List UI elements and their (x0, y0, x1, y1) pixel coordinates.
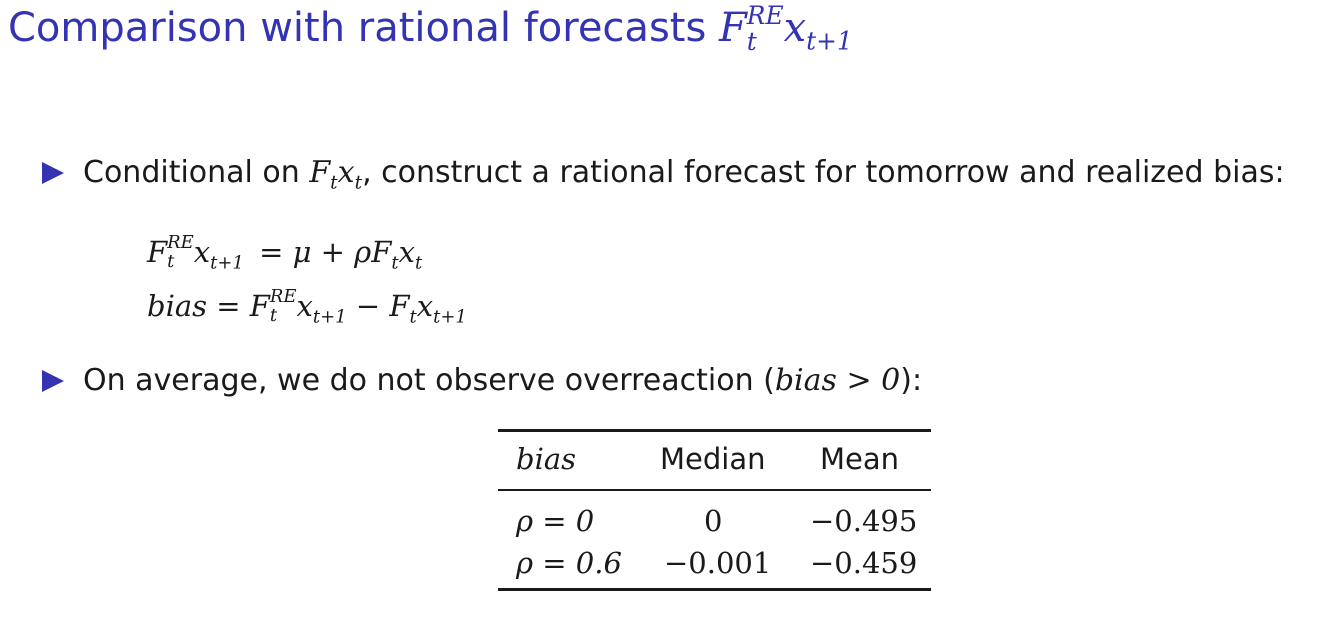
eq1-x: x (193, 235, 211, 269)
equation-rational-forecast (147, 232, 422, 283)
bullet-1-suffix: , construct a rational forecast for tomorrow and realized bias: (362, 155, 1285, 190)
eq1-F: F (147, 235, 168, 269)
eq2-eq: = (216, 289, 241, 323)
title-math-sup: RE (746, 0, 784, 30)
table-header-bias: bias (516, 442, 577, 476)
eq2-x: x (296, 289, 313, 323)
eq1-rhs-sub2: t (414, 252, 423, 274)
table-row-2-label: ρ = 0.6 (516, 546, 622, 580)
title-math (719, 0, 853, 56)
bullet-2-suffix: ): (900, 363, 923, 398)
slide-title (8, 2, 853, 68)
bullet-item-1 (83, 153, 1285, 204)
table-row-2-median: −0.001 (664, 546, 772, 580)
eq1-rhs: = μ + ρF (259, 235, 392, 269)
table-header-mean: Mean (820, 442, 900, 476)
title-math-supsub (746, 0, 784, 56)
eq2-sup: RE (269, 286, 297, 308)
eq1-rhs-sub1: t (391, 252, 399, 274)
title-math-x: x (783, 5, 807, 51)
bullet-1-math-x: x (337, 155, 355, 190)
title-math-F: F (719, 5, 747, 51)
eq1-rhs-x: x (398, 235, 415, 269)
table-row-2-mean: −0.459 (810, 546, 918, 580)
bullet-1-math-F: F (309, 155, 331, 190)
eq1-xsub: t+1 (210, 252, 244, 274)
table-row-1-median: 0 (704, 504, 723, 538)
title-math-sub: t (746, 26, 757, 56)
bullet-2-math: bias > 0 (774, 363, 901, 398)
slide-title-text: Comparison with rational forecasts (8, 5, 707, 51)
eq2-F2: F (389, 289, 410, 323)
bullet-triangle-icon (42, 162, 64, 184)
bullet-1-math (309, 155, 363, 194)
bullet-1-math-t2: t (354, 172, 363, 194)
eq2-minus: − (355, 289, 381, 323)
table-rule-mid (498, 489, 931, 491)
eq2-lhs: bias (147, 289, 208, 323)
eq1-supsub (167, 234, 194, 271)
table-row-1-mean: −0.495 (810, 504, 918, 538)
eq2-supsub (270, 288, 297, 325)
eq1-sup: RE (167, 232, 194, 254)
bullet-item-2 (83, 361, 922, 401)
title-math-xsub: t+1 (806, 26, 853, 56)
table-row-1-label: ρ = 0 (516, 504, 595, 538)
bullet-triangle-icon (42, 370, 64, 392)
table-header-median: Median (660, 442, 766, 476)
bullet-1-prefix: Conditional on (83, 155, 300, 190)
eq1-sub: t (167, 251, 175, 272)
eq2-F2sub: t (409, 306, 417, 328)
table-rule-top (498, 429, 931, 432)
bullet-1-math-t: t (330, 172, 338, 194)
eq2-x2: x (416, 289, 434, 323)
equation-bias (147, 286, 467, 337)
eq2-sub: t (269, 305, 278, 326)
bullet-2-prefix: On average, we do not observe overreaction ( (83, 363, 775, 398)
eq2-F: F (249, 289, 270, 323)
table-rule-bottom (498, 588, 931, 591)
eq2-xsub: t+1 (312, 306, 347, 328)
eq2-x2sub: t+1 (433, 306, 467, 328)
